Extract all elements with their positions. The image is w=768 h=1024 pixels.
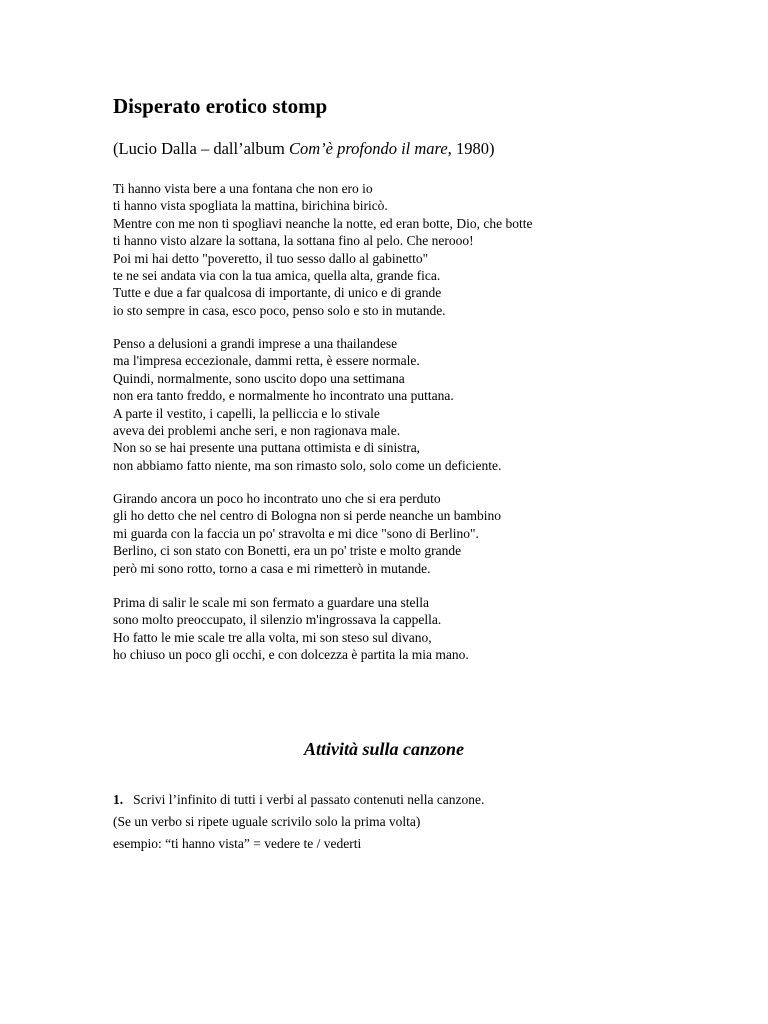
exercise-number: 1. [113,792,124,807]
lyric-line: non abbiamo fatto niente, ma son rimasto solo, solo come un deficiente. [113,457,502,473]
credits-prefix: (Lucio Dalla – dall’album [113,139,289,158]
lyric-line: Girando ancora un poco ho incontrato uno che si era perduto [113,491,441,506]
lyric-line: aveva dei problemi anche seri, e non ragionava male. [113,423,401,439]
lyric-line: Tutte e due a far qualcosa di importante, di unico e di grande [113,285,442,301]
credits-suffix: 1980) [451,139,495,158]
exercise-instruction [113,789,484,811]
lyric-line: A parte il vestito, i capelli, la pelliccia e lo stivale [113,405,380,421]
lyric-line: io sto sempre in casa, esco poco, penso solo e sto in mutande. [113,302,446,318]
exercise-note: (Se un verbo si ripete uguale scrivilo solo la prima volta) [113,814,421,829]
lyrics-stanza-4 [113,594,469,664]
lyric-line: sono molto preoccupato, il silenzio m'ingrossava la cappella. [113,612,442,628]
lyric-line: ti hanno visto alzare la sottana, la sottana fino al pelo. Che nerooo! [113,233,474,249]
lyric-line: però mi sono rotto, torno a casa e mi rimetterò in mutande. [113,560,431,576]
lyric-line: Ho fatto le mie scale tre alla volta, mi son steso sul divano, [113,629,432,645]
lyric-line: Ti hanno vista bere a una fontana che non ero io [113,181,373,196]
lyric-line: Mentre con me non ti spogliavi neanche la notte, ed eran botte, Dio, che botte [113,215,533,231]
lyric-line: Poi mi hai detto "poveretto, il tuo sesso dallo al gabinetto" [113,250,429,266]
lyrics-stanza-1 [113,180,533,319]
lyric-line: mi guarda con la faccia un po' stravolta e mi dice "sono di Berlino". [113,525,479,541]
exercise-1 [113,789,484,855]
lyrics-stanza-3 [113,490,501,577]
lyrics-stanza-2 [113,335,501,474]
lyric-line: ti hanno vista spogliata la mattina, birichina biricò. [113,198,388,214]
exercise-example: esempio: “ti hanno vista” = vedere te / vederti [113,836,362,851]
lyric-line: Prima di salir le scale mi son fermato a guardare una stella [113,595,430,610]
instruction-text: Scrivi l’infinito di tutti i verbi al passato contenuti nella canzone. [133,792,485,807]
lyric-line: ho chiuso un poco gli occhi, e con dolcezza è partita la mia mano. [113,647,469,663]
lyric-line: Non so se hai presente una puttana ottimista e di sinistra, [113,440,421,456]
lyric-line: ma l'impresa eccezionale, dammi retta, è essere normale. [113,353,420,369]
lyric-line: Quindi, normalmente, sono uscito dopo una settimana [113,370,405,386]
lyric-line: non era tanto freddo, e normalmente ho incontrato una puttana. [113,388,454,404]
lyric-line: gli ho detto che nel centro di Bologna non si perde neanche un bambino [113,508,502,524]
activity-title: Attività sulla canzone [303,739,465,759]
lyric-line: te ne sei andata via con la tua amica, quella alta, grande fica. [113,268,441,284]
lyric-line: Penso a delusioni a grandi imprese a una thailandese [113,336,398,351]
song-credits [113,138,494,160]
lyric-line: Berlino, ci son stato con Bonetti, era un po' triste e molto grande [113,543,462,559]
album-title: Com’è profondo il mare, [288,139,452,158]
song-title: Disperato erotico stomp [113,94,328,118]
